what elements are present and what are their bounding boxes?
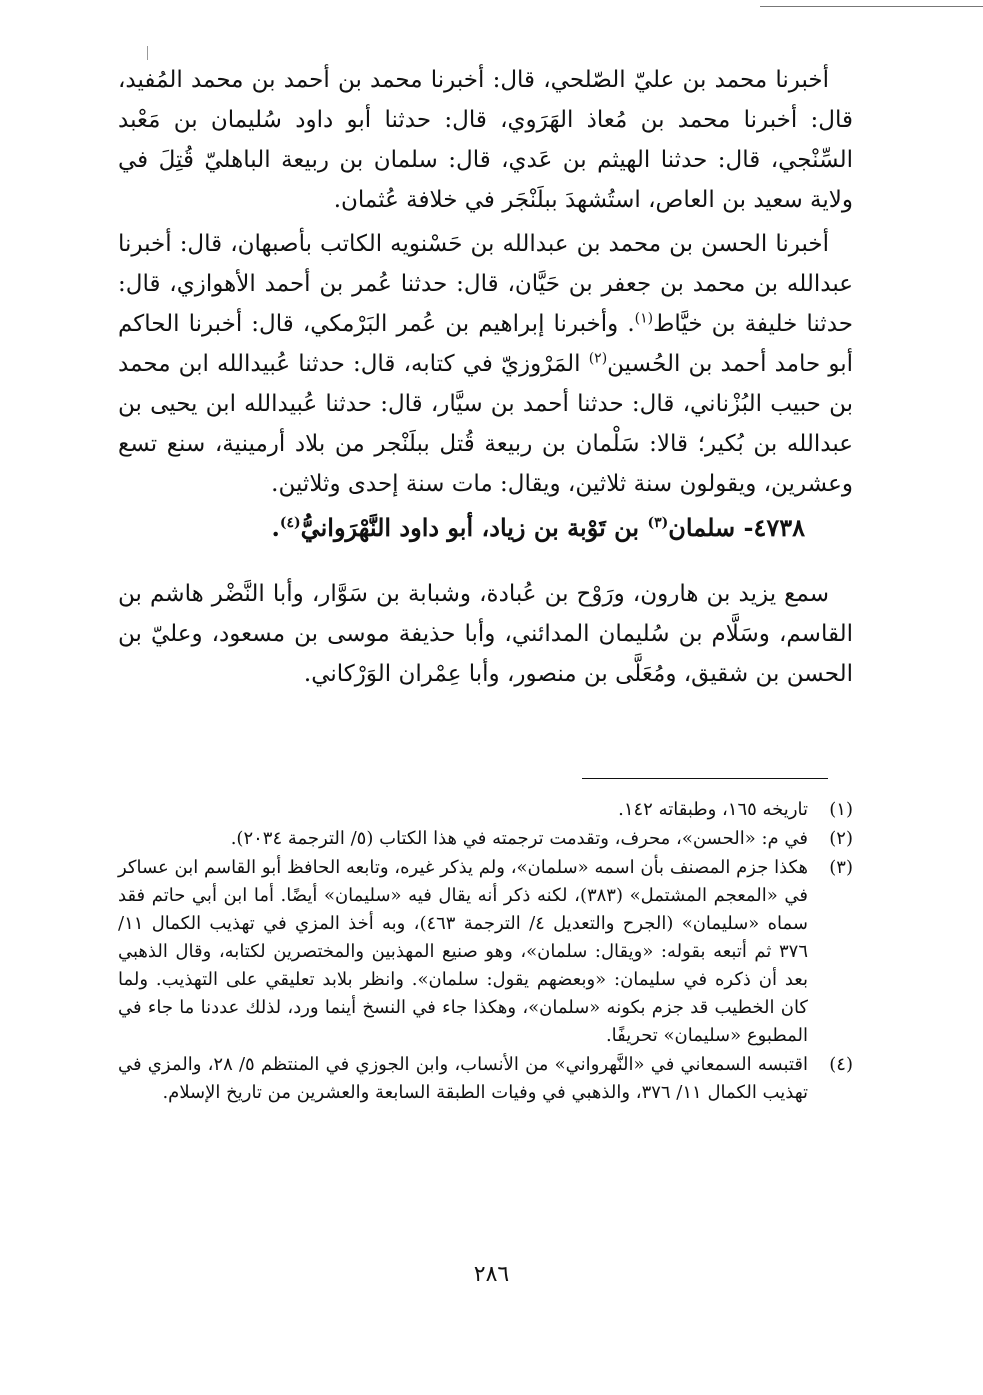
footnotes xyxy=(118,796,853,1108)
footnote-number: (٤) xyxy=(829,1054,853,1075)
main-text xyxy=(118,60,853,698)
footnote-3 xyxy=(118,854,853,1050)
footnote-4 xyxy=(118,1051,853,1107)
footnote-text: هكذا جزم المصنف بأن اسمه «سلمان»، ولم يذكر غيره، وتابعه الحافظ أبو القاسم ابن عساكر في «المعجم المشتمل» (٣٨٣)، لكنه ذكر أنه يقال فيه «سليمان» أيضًا. أما ابن أبي حاتم فقد سماه «سليمان» (الجرح والتعديل ٤/ الترجمة ٤٦٣)، وبه أخذ المزي في تهذيب الكمال ١١/ ٣٧٦ ثم أتبعه بقوله: «ويقال: سلمان»، وهو صنيع المهذبين والمختصرين لكتابه، وقال الذهبي بعد أن ذكره في سليمان: «وبعضهم يقول: سلمان». وانظر بلابد تعليقي على التهذيب. ولما كان الخطيب قد جزم بكونه «سلمان»، وهكذا جاء في النسخ أينما ورد، لذلك عددنا ما جاء في المطبوع «سليمان» تحريفًا. xyxy=(118,857,808,1046)
footnote-text: تاريخه ١٦٥، وطبقاته ١٤٢. xyxy=(618,799,808,820)
paragraph-2-middle: . وأخبرنا إبراهيم بن عُمر البَرْمكي، قال: أخبرنا الحاكم أبو حامد أحمد بن الحُسين xyxy=(118,311,853,377)
footnote-ref-3: (٣) xyxy=(647,515,669,531)
entry-rest: بن تَوْبة بن زياد، أبو داود النَّهْرَوانيُّ xyxy=(300,513,648,542)
footnote-ref-1: (١) xyxy=(634,310,654,327)
footnote-ref-2: (٢) xyxy=(588,350,608,367)
footnote-number: (٢) xyxy=(829,828,853,849)
scan-mark xyxy=(147,46,148,60)
entry-end: . xyxy=(271,513,280,542)
footnote-2 xyxy=(118,825,853,853)
paragraph-2-start: أخبرنا الحسن بن محمد بن عبدالله بن حَسْنويه الكاتب بأصبهان، قال: أخبرنا عبدالله بن محمد بن جعفر بن حَيَّان، قال: حدثنا عُمر بن أحمد الأهوازي، قال: حدثنا خليفة بن خيَّاط xyxy=(118,231,853,337)
footnote-ref-4: (٤) xyxy=(279,515,301,531)
scan-edge-line xyxy=(760,6,983,7)
page-number: ٢٨٦ xyxy=(473,1262,510,1287)
paragraph-1: أخبرنا محمد بن عليّ الصّلحي، قال: أخبرنا محمد بن أحمد بن محمد المُفيد، قال: أخبرنا محمد بن مُعاذ الهَرَوي، قال: حدثنا أبو داود سُليمان بن مَعْبد السِّنْجي، قال: حدثنا الهيثم بن عَدي، قال: سلمان بن ربيعة الباهليّ قُتِلَ في ولاية سعيد بن العاص، استُشهدَ ببلَنْجَر في خلافة عُثمان. xyxy=(118,67,853,213)
footnote-text: اقتبسه السمعاني في «النَّهرواني» من الأنساب، وابن الجوزي في المنتظم ٥/ ٢٨، والمزي في تهذيب الكمال ١١/ ٣٧٦، والذهبي في وفيات الطبقة السابعة والعشرين من تاريخ الإسلام. xyxy=(118,1054,808,1103)
paragraph-2 xyxy=(118,224,853,504)
footnote-number: (٣) xyxy=(829,857,853,878)
footnote-text: في م: «الحسن»، محرف، وتقدمت ترجمته في هذا الكتاب (٥/ الترجمة ٢٠٣٤). xyxy=(230,828,808,849)
paragraph-3: سمع يزيد بن هارون، ورَوْح بن عُبادة، وشبابة بن سَوَّار، وأبا النَّضْر هاشم بن القاسم، وسَلَّام بن سُليمان المدائني، وأبا حذيفة موسى بن مسعود، وعليّ بن الحسن بن شقيق، ومُعَلَّى بن منصور، وأبا عِمْران الوَرْكاني. xyxy=(118,581,853,687)
footnote-separator xyxy=(582,778,828,779)
footnote-1 xyxy=(118,796,853,824)
paragraph-2-end: المَرْوزيّ في كتابه، قال: حدثنا عُبيدالله ابن محمد بن حبيب البُزْناني، قال: حدثنا أحمد بن سيَّار، قال: حدثنا عُبيدالله ابن يحيى بن عبدالله بن بُكير؛ قالا: سَلْمان بن ربيعة قُتل ببلَنْجر من بلاد أرمينية، سنع تسع وعشرين، ويقولون سنة ثلاثين، ويقال: مات سنة إحدى وثلاثين. xyxy=(118,351,853,497)
footnote-number: (١) xyxy=(829,799,853,820)
entry-number-name: ٤٧٣٨- سلمان xyxy=(668,513,805,542)
entry-heading xyxy=(118,508,853,548)
